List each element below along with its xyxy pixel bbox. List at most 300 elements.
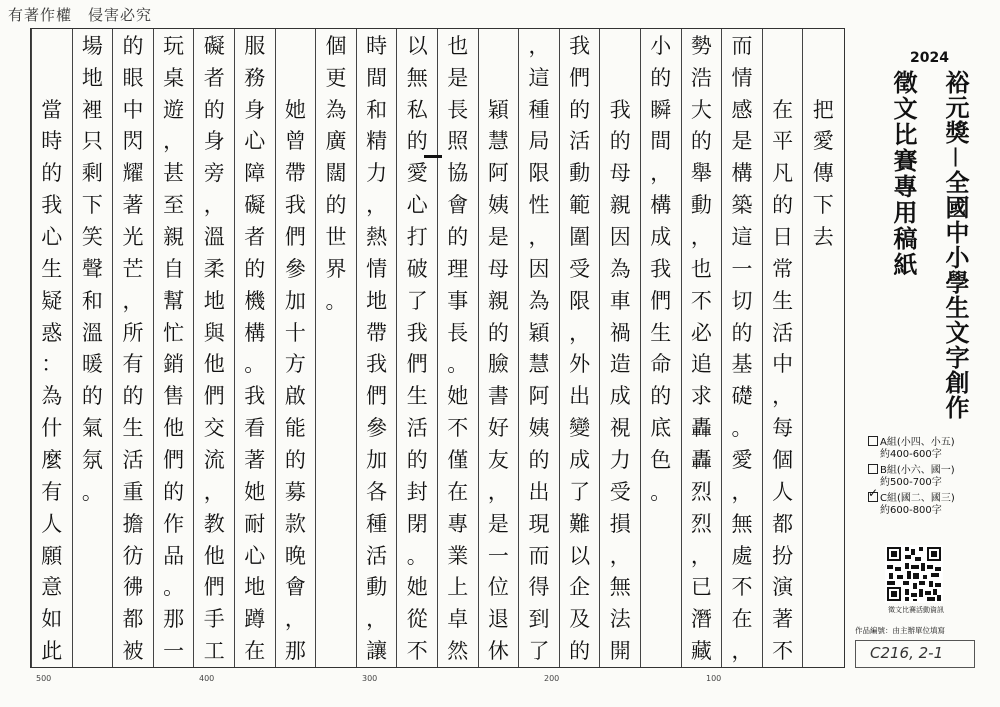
essay-char: 法 xyxy=(609,607,631,632)
essay-char: ， xyxy=(203,193,225,218)
essay-char: 也 xyxy=(690,256,712,281)
essay-char: 穎 xyxy=(487,97,509,122)
group-c-label: C組(國二、國三) xyxy=(880,493,955,504)
essay-char: 造 xyxy=(609,352,631,377)
essay-char: 當 xyxy=(41,97,63,122)
checkbox-a[interactable] xyxy=(868,436,878,446)
essay-char: 啟 xyxy=(284,384,306,409)
essay-char: 彷 xyxy=(122,543,144,568)
essay-char xyxy=(32,29,72,61)
essay-char: 去 xyxy=(812,225,834,250)
essay-char: 這 xyxy=(731,225,753,250)
essay-char: 熱 xyxy=(366,225,388,250)
essay-column xyxy=(356,29,397,667)
essay-char: 平 xyxy=(772,129,794,154)
margin-numbers xyxy=(0,674,850,694)
essay-char: 處 xyxy=(731,543,753,568)
group-c-range: 約600-800字 xyxy=(880,505,942,516)
essay-char: 切 xyxy=(731,288,753,313)
essay-char: 幫 xyxy=(163,288,185,313)
essay-char: 人 xyxy=(772,479,794,504)
essay-char: 售 xyxy=(163,384,185,409)
margin-number: 400 xyxy=(199,674,215,683)
essay-char xyxy=(479,61,519,93)
essay-char: 參 xyxy=(366,416,388,441)
essay-char: 舉 xyxy=(690,161,712,186)
essay-char: ， xyxy=(690,225,712,250)
essay-char: 必 xyxy=(690,320,712,345)
essay-char: 在 xyxy=(244,639,266,664)
essay-char: 款 xyxy=(284,511,306,536)
essay-char: 把 xyxy=(812,97,834,122)
essay-char: 的 xyxy=(609,129,631,154)
contest-subtitle: 徵文比賽專用稿紙 xyxy=(889,70,917,278)
essay-char: 禍 xyxy=(609,320,631,345)
essay-char: 外 xyxy=(569,352,591,377)
group-b-range: 約500-700字 xyxy=(880,477,942,488)
essay-char: 藏 xyxy=(690,639,712,664)
essay-char xyxy=(763,29,803,61)
essay-char: 手 xyxy=(203,607,225,632)
essay-char: ， xyxy=(203,479,225,504)
essay-char: 是 xyxy=(447,65,469,90)
essay-char: 聲 xyxy=(81,256,103,281)
essay-char: 更 xyxy=(325,65,347,90)
essay-char: 無 xyxy=(731,511,753,536)
essay-char: 的 xyxy=(203,97,225,122)
essay-char: 身 xyxy=(244,97,266,122)
essay-char: ， xyxy=(569,320,591,345)
essay-char: 出 xyxy=(569,384,591,409)
essay-column xyxy=(72,29,113,667)
essay-char: 為 xyxy=(609,256,631,281)
essay-char: 我 xyxy=(284,193,306,218)
group-option-c[interactable] xyxy=(868,492,955,517)
essay-char: 礙 xyxy=(244,193,266,218)
essay-char: ， xyxy=(284,607,306,632)
essay-char: 的 xyxy=(731,320,753,345)
essay-char: 我 xyxy=(244,384,266,409)
essay-char: 勢 xyxy=(690,33,712,58)
essay-char: 不 xyxy=(772,639,794,664)
essay-char: 閉 xyxy=(406,511,428,536)
essay-char: 願 xyxy=(41,543,63,568)
essay-char: 底 xyxy=(650,416,672,441)
essay-char: 限 xyxy=(528,161,550,186)
essay-char xyxy=(276,61,316,93)
essay-char: 友 xyxy=(487,447,509,472)
essay-char: 她 xyxy=(284,97,306,122)
group-b-label: B組(小六、國一) xyxy=(880,465,955,476)
essay-char: 退 xyxy=(487,607,509,632)
essay-char: 凡 xyxy=(772,161,794,186)
essay-char: 務 xyxy=(244,65,266,90)
essay-char: 耐 xyxy=(244,511,266,536)
essay-char: 阿 xyxy=(487,161,509,186)
essay-char: 穎 xyxy=(528,320,550,345)
essay-column xyxy=(112,29,153,667)
essay-char: 曾 xyxy=(284,129,306,154)
essay-char: 構 xyxy=(244,320,266,345)
essay-char: 與 xyxy=(203,320,225,345)
essay-char: 限 xyxy=(569,288,591,313)
essay-char: 地 xyxy=(244,575,266,600)
essay-char: 日 xyxy=(772,225,794,250)
essay-char: 服 xyxy=(244,33,266,58)
essay-char: 至 xyxy=(163,193,185,218)
essay-char: 傳 xyxy=(812,161,834,186)
essay-char: 構 xyxy=(650,193,672,218)
essay-char: 是 xyxy=(487,511,509,536)
margin-number: 500 xyxy=(36,674,52,683)
essay-char: 。 xyxy=(325,288,347,313)
essay-column xyxy=(478,29,519,667)
essay-char: 及 xyxy=(569,607,591,632)
essay-char: 下 xyxy=(812,193,834,218)
essay-char: 而 xyxy=(731,33,753,58)
group-option-b[interactable] xyxy=(868,464,955,489)
essay-char: 人 xyxy=(41,511,63,536)
essay-char: 情 xyxy=(731,65,753,90)
essay-char: 那 xyxy=(163,607,185,632)
essay-char: 親 xyxy=(163,225,185,250)
essay-char: 心 xyxy=(406,193,428,218)
essay-char: 親 xyxy=(609,193,631,218)
essay-char: 的 xyxy=(122,33,144,58)
essay-char: ， xyxy=(731,639,753,664)
essay-char: 生 xyxy=(650,320,672,345)
essay-char: 無 xyxy=(406,65,428,90)
essay-char: 受 xyxy=(609,479,631,504)
essay-char: ， xyxy=(609,543,631,568)
essay-char: 在 xyxy=(772,97,794,122)
essay-char: 和 xyxy=(81,288,103,313)
essay-char: 企 xyxy=(569,575,591,600)
essay-char: 著 xyxy=(772,607,794,632)
essay-char: 她 xyxy=(244,479,266,504)
essay-char: 加 xyxy=(366,447,388,472)
essay-char: 這 xyxy=(528,65,550,90)
serial-number: C216, 2-1 xyxy=(870,644,944,662)
essay-column xyxy=(559,29,600,667)
checkbox-c[interactable] xyxy=(868,492,878,502)
essay-char: 晚 xyxy=(284,543,306,568)
essay-char: 們 xyxy=(284,225,306,250)
essay-char: 蹲 xyxy=(244,607,266,632)
essay-char: 視 xyxy=(609,416,631,441)
essay-char: 命 xyxy=(650,352,672,377)
contest-year: 2024 xyxy=(910,50,949,66)
essay-char: 僅 xyxy=(447,447,469,472)
essay-char: 方 xyxy=(284,352,306,377)
essay-char: 以 xyxy=(406,33,428,58)
essay-char: 者 xyxy=(244,225,266,250)
essay-char: 生 xyxy=(41,256,63,281)
essay-char: 氣 xyxy=(81,416,103,441)
essay-char: 們 xyxy=(163,447,185,472)
checkbox-b[interactable] xyxy=(868,464,878,474)
essay-char: 溫 xyxy=(203,225,225,250)
essay-char: 情 xyxy=(366,256,388,281)
essay-char: 作 xyxy=(163,511,185,536)
essay-char: 礙 xyxy=(203,33,225,58)
essay-char: 她 xyxy=(447,384,469,409)
essay-char: 的 xyxy=(81,384,103,409)
group-a-range: 約400-600字 xyxy=(880,449,942,460)
essay-char xyxy=(803,61,843,93)
manuscript-grid xyxy=(30,28,845,668)
essay-char: 休 xyxy=(487,639,509,664)
essay-char: 時 xyxy=(41,129,63,154)
essay-char: 地 xyxy=(81,65,103,90)
essay-char: 照 xyxy=(447,129,469,154)
essay-char: 十 xyxy=(284,320,306,345)
essay-char: 在 xyxy=(731,607,753,632)
essay-char: 因 xyxy=(609,225,631,250)
essay-char: 遊 xyxy=(163,97,185,122)
essay-char: 的 xyxy=(569,639,591,664)
qr-caption: 徵文比賽活動資訊 xyxy=(888,606,944,614)
essay-char: 慧 xyxy=(487,129,509,154)
essay-char: 旁 xyxy=(203,161,225,186)
essay-char: 親 xyxy=(487,288,509,313)
essay-char: 闊 xyxy=(325,161,347,186)
essay-char: 力 xyxy=(366,161,388,186)
essay-char: 的 xyxy=(447,225,469,250)
essay-char: ， xyxy=(366,193,388,218)
essay-column xyxy=(153,29,194,667)
essay-char xyxy=(803,29,843,61)
essay-char: 能 xyxy=(284,416,306,441)
essay-char: 的 xyxy=(406,129,428,154)
essay-column xyxy=(437,29,478,667)
essay-char: ， xyxy=(122,288,144,313)
essay-char: 為 xyxy=(41,384,63,409)
margin-number: 100 xyxy=(706,674,722,683)
essay-char: 有 xyxy=(41,479,63,504)
essay-char: 力 xyxy=(609,447,631,472)
essay-char: 募 xyxy=(284,479,306,504)
essay-char: 此 xyxy=(41,639,63,664)
essay-char: 的 xyxy=(244,256,266,281)
essay-char: 間 xyxy=(650,129,672,154)
essay-char: 桌 xyxy=(163,65,185,90)
essay-char: 重 xyxy=(122,479,144,504)
essay-char: ， xyxy=(528,225,550,250)
essay-char: 彿 xyxy=(122,575,144,600)
essay-column xyxy=(193,29,234,667)
essay-char: 個 xyxy=(325,33,347,58)
essay-char: 的 xyxy=(41,161,63,186)
essay-char: 求 xyxy=(690,384,712,409)
essay-char: 讓 xyxy=(366,639,388,664)
essay-char: 封 xyxy=(406,479,428,504)
essay-char: 參 xyxy=(284,256,306,281)
essay-char: ， xyxy=(366,607,388,632)
essay-char: 性 xyxy=(528,193,550,218)
essay-char: 世 xyxy=(325,225,347,250)
essay-char: ， xyxy=(528,33,550,58)
essay-char: 心 xyxy=(41,225,63,250)
essay-char: 生 xyxy=(406,384,428,409)
essay-char: 是 xyxy=(731,129,753,154)
essay-char: 愛 xyxy=(406,161,428,186)
essay-char: 都 xyxy=(772,511,794,536)
essay-char: 她 xyxy=(406,575,428,600)
essay-char: 障 xyxy=(244,161,266,186)
essay-char: 的 xyxy=(163,479,185,504)
essay-char: 在 xyxy=(447,479,469,504)
essay-char: 上 xyxy=(447,575,469,600)
essay-char: 芒 xyxy=(122,256,144,281)
essay-char: 自 xyxy=(163,256,185,281)
essay-char: 從 xyxy=(406,607,428,632)
essay-char: 不 xyxy=(406,639,428,664)
essay-char: 的 xyxy=(772,193,794,218)
essay-char: 不 xyxy=(690,288,712,313)
essay-char: 我 xyxy=(569,33,591,58)
essay-char: 種 xyxy=(366,511,388,536)
essay-char: 追 xyxy=(690,352,712,377)
essay-char: 活 xyxy=(122,447,144,472)
essay-char: 和 xyxy=(366,97,388,122)
essay-char: 者 xyxy=(203,65,225,90)
essay-char: 得 xyxy=(528,575,550,600)
essay-char: 教 xyxy=(203,511,225,536)
essay-char: 機 xyxy=(244,288,266,313)
essay-char: 色 xyxy=(650,447,672,472)
essay-char: 意 xyxy=(41,575,63,600)
essay-char: 品 xyxy=(163,543,185,568)
essay-char: 的 xyxy=(650,384,672,409)
essay-char: 們 xyxy=(203,575,225,600)
essay-char: 浩 xyxy=(690,65,712,90)
essay-char: 心 xyxy=(244,129,266,154)
essay-column xyxy=(802,29,843,667)
essay-char: 卓 xyxy=(447,607,469,632)
essay-char: 界 xyxy=(325,256,347,281)
essay-char: 為 xyxy=(325,97,347,122)
qr-code-icon[interactable] xyxy=(885,545,943,603)
essay-char: 只 xyxy=(81,129,103,154)
essay-char: 專 xyxy=(447,511,469,536)
essay-char: 場 xyxy=(81,33,103,58)
essay-char: 他 xyxy=(163,416,185,441)
essay-char: 光 xyxy=(122,225,144,250)
essay-column xyxy=(599,29,640,667)
essay-char: 愛 xyxy=(812,129,834,154)
essay-char: ， xyxy=(772,384,794,409)
essay-char: 基 xyxy=(731,352,753,377)
essay-column xyxy=(275,29,316,667)
essay-char: 們 xyxy=(650,288,672,313)
essay-char: 他 xyxy=(203,543,225,568)
essay-char: 銷 xyxy=(163,352,185,377)
essay-char: 間 xyxy=(366,65,388,90)
essay-char: 被 xyxy=(122,639,144,664)
essay-char: 愛 xyxy=(731,447,753,472)
essay-char: 生 xyxy=(122,416,144,441)
essay-char: 甚 xyxy=(163,161,185,186)
essay-char: 我 xyxy=(650,256,672,281)
essay-char: 位 xyxy=(487,575,509,600)
essay-char: 車 xyxy=(609,288,631,313)
essay-char: 開 xyxy=(609,639,631,664)
essay-char: 各 xyxy=(366,479,388,504)
essay-char: 烈 xyxy=(690,479,712,504)
essay-char: 裡 xyxy=(81,97,103,122)
essay-column xyxy=(518,29,559,667)
essay-char: 的 xyxy=(325,193,347,218)
essay-char: 好 xyxy=(487,416,509,441)
essay-char: 們 xyxy=(366,384,388,409)
serial-label: 作品編號：由主辦單位填寫 xyxy=(855,626,945,635)
essay-char: 擔 xyxy=(122,511,144,536)
essay-char: 不 xyxy=(447,416,469,441)
essay-char: 然 xyxy=(447,639,469,664)
essay-char: 常 xyxy=(772,256,794,281)
essay-char: 了 xyxy=(406,288,428,313)
essay-char: 現 xyxy=(528,511,550,536)
essay-char: 。 xyxy=(163,575,185,600)
essay-char: 溫 xyxy=(81,320,103,345)
essay-char: 的 xyxy=(690,129,712,154)
essay-column xyxy=(31,29,72,667)
essay-char: 事 xyxy=(447,288,469,313)
essay-char: 時 xyxy=(366,33,388,58)
essay-char: ， xyxy=(690,543,712,568)
essay-column xyxy=(681,29,722,667)
essay-column xyxy=(315,29,356,667)
essay-char: 瞬 xyxy=(650,97,672,122)
essay-char: 母 xyxy=(609,161,631,186)
essay-char: 動 xyxy=(690,193,712,218)
essay-char: 了 xyxy=(569,479,591,504)
essay-char: 看 xyxy=(244,416,266,441)
essay-char: 因 xyxy=(528,256,550,281)
essay-char: 母 xyxy=(487,256,509,281)
essay-char: 受 xyxy=(569,256,591,281)
essay-char: 。 xyxy=(650,479,672,504)
essay-char: 一 xyxy=(487,543,509,568)
essay-char: 他 xyxy=(203,352,225,377)
essay-char: 什 xyxy=(41,416,63,441)
essay-char: 損 xyxy=(609,511,631,536)
essay-char: ： xyxy=(41,352,63,377)
essay-char: 帶 xyxy=(366,320,388,345)
essay-char: 以 xyxy=(569,543,591,568)
essay-char: 我 xyxy=(406,320,428,345)
essay-char: 們 xyxy=(406,352,428,377)
essay-char: 扮 xyxy=(772,543,794,568)
essay-char xyxy=(479,29,519,61)
group-option-a[interactable] xyxy=(868,436,955,461)
essay-char: 心 xyxy=(244,543,266,568)
essay-char: 成 xyxy=(569,447,591,472)
contest-title: 裕元獎－全國中小學生文字創作 xyxy=(941,70,969,420)
essay-char: 礎 xyxy=(731,384,753,409)
essay-char: 耀 xyxy=(122,161,144,186)
essay-char: 局 xyxy=(528,129,550,154)
group-a-label: A組(小四、小五) xyxy=(880,437,955,448)
essay-char: 的 xyxy=(528,447,550,472)
essay-char: ， xyxy=(731,479,753,504)
essay-char: 私 xyxy=(406,97,428,122)
essay-char: 潛 xyxy=(690,607,712,632)
essay-char: 演 xyxy=(772,575,794,600)
essay-char: 長 xyxy=(447,97,469,122)
essay-char: 麼 xyxy=(41,447,63,472)
